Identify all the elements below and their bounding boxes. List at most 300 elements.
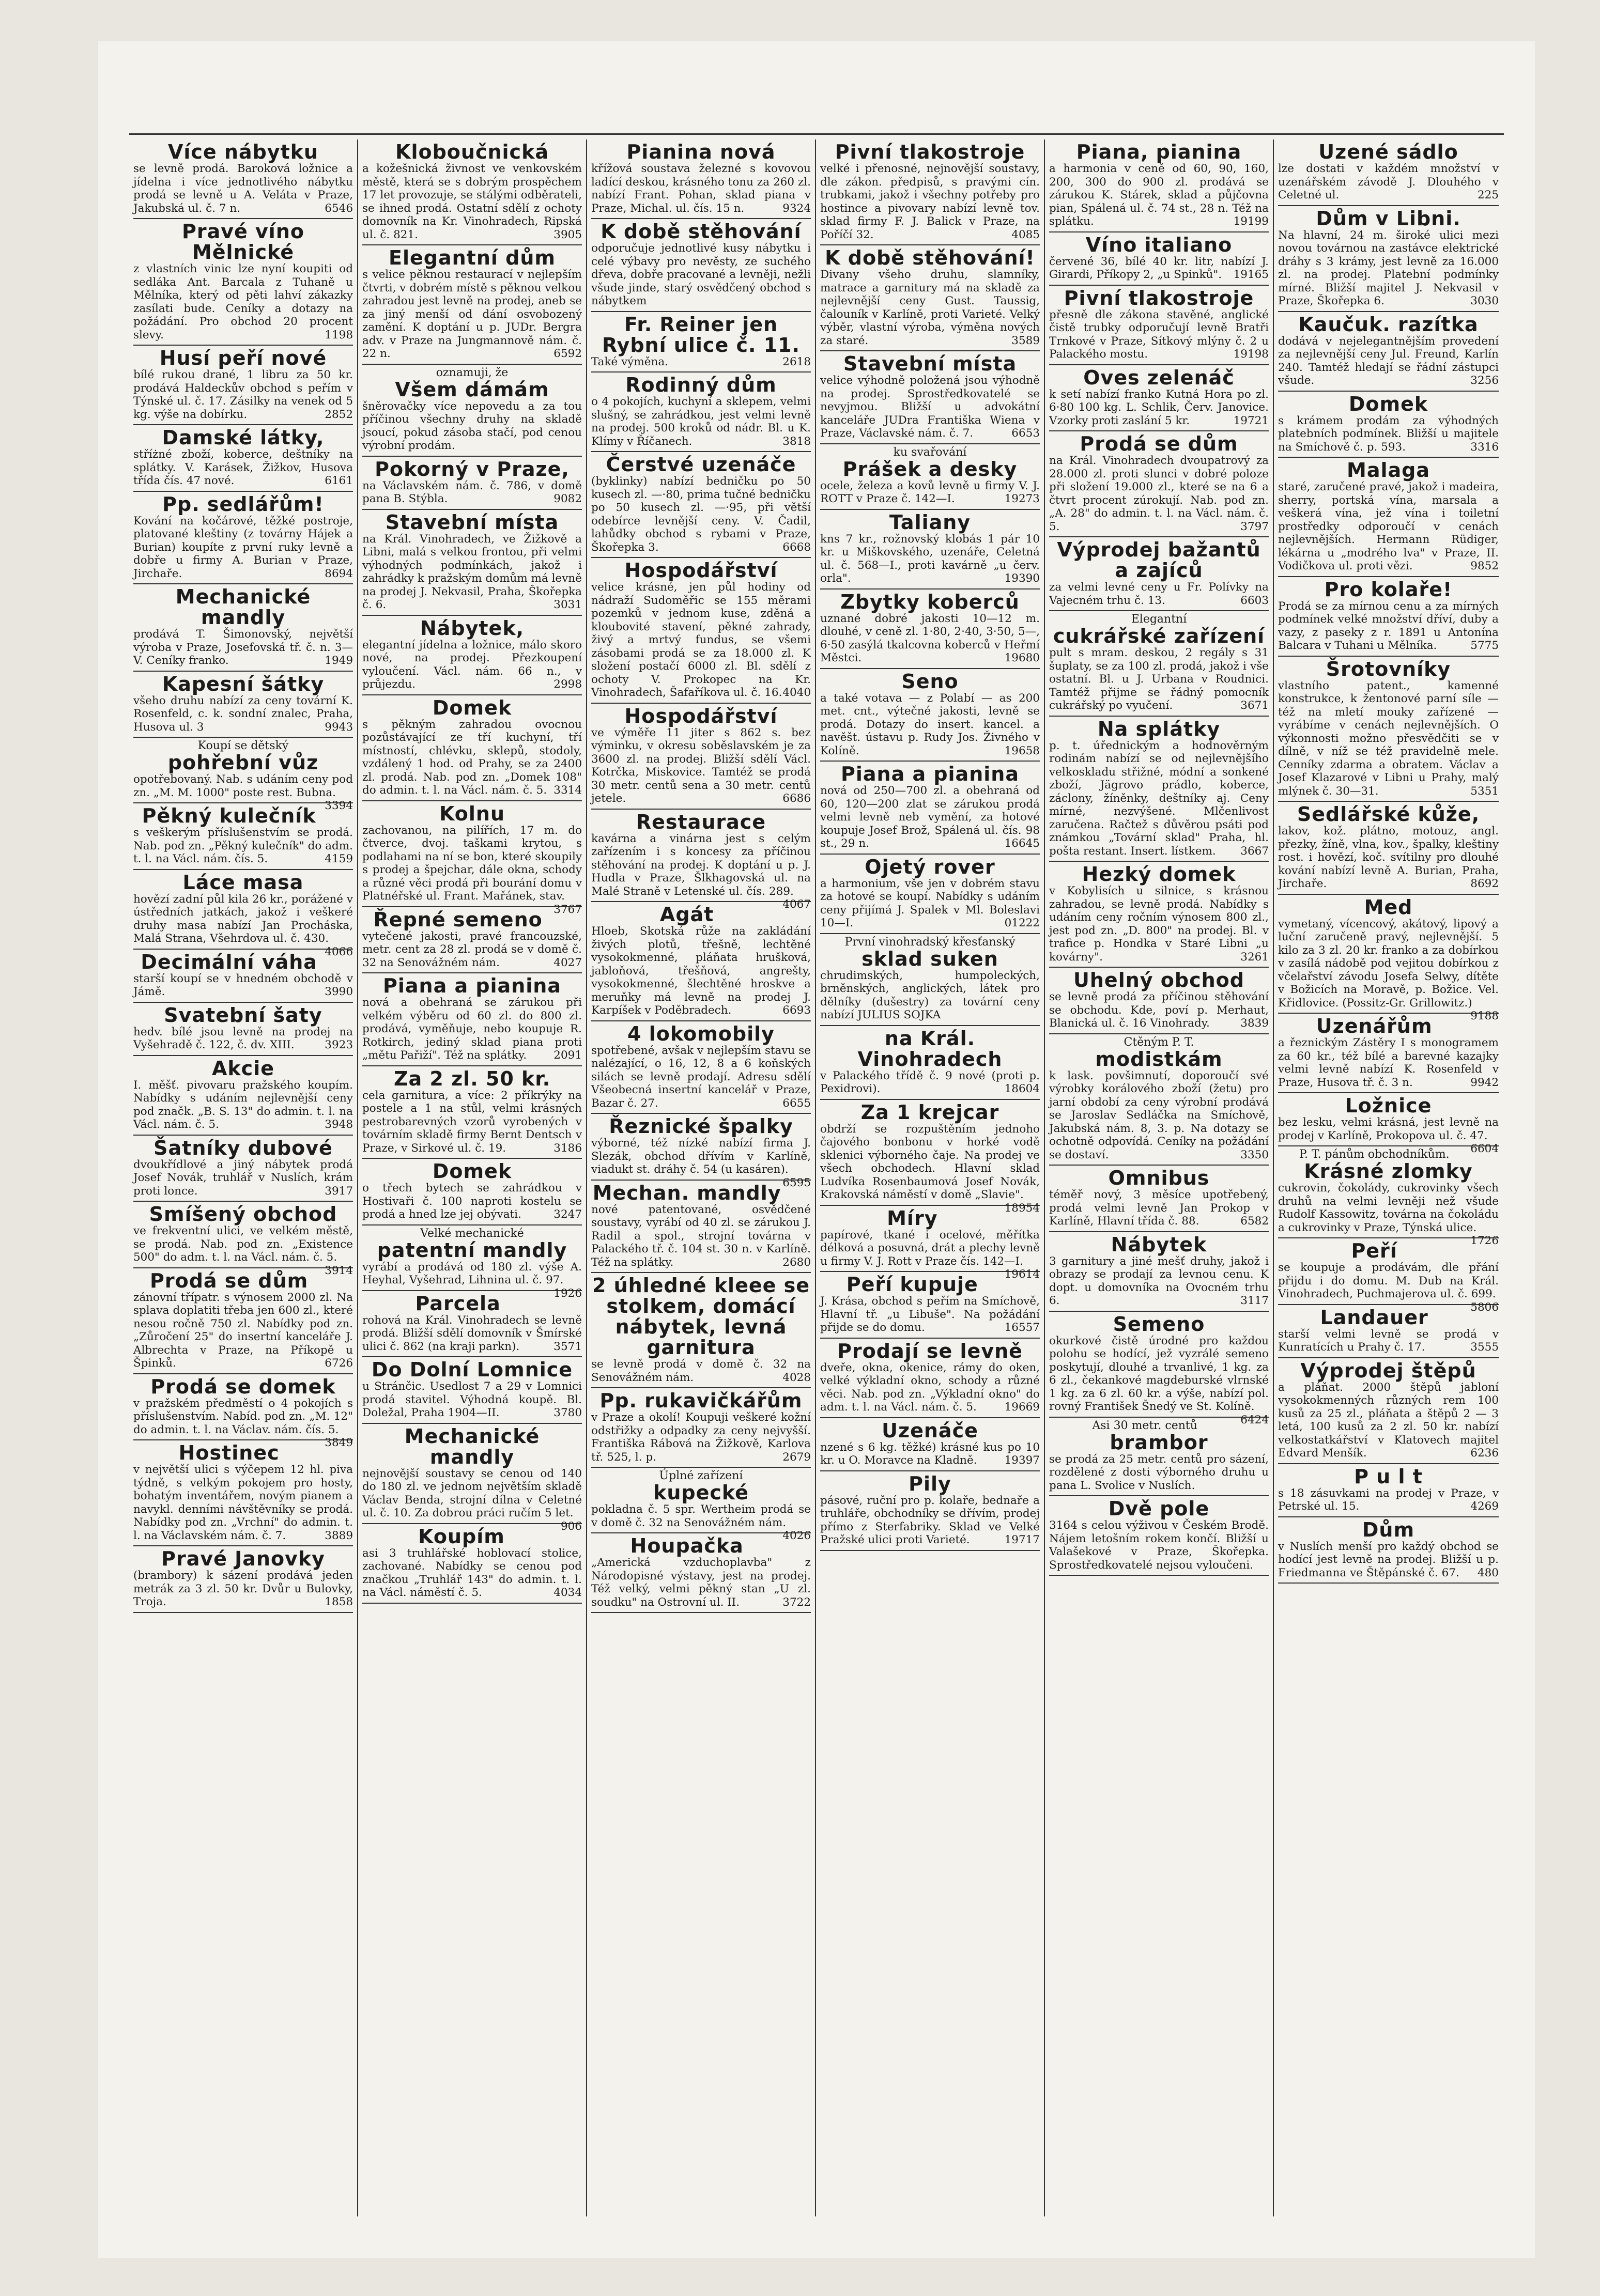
ad-body <box>362 162 582 241</box>
ad-number: 9188 <box>1470 1010 1499 1022</box>
ad-text: nzené s 6 kg. těžké) krásné kus po 10 kr. u O. Moravce na Kladně. <box>820 1440 1040 1467</box>
ad-heading: Domek <box>432 696 512 719</box>
ad-text: hovězí zadní půl kila 26 kr., porážené v ústředních jatkách, jakož i veškeré druhy masa nabízí Jan Procháska, Malá Strana, Všehrdova ul. č. 430. <box>133 892 353 945</box>
ad-heading: Agát <box>659 903 714 926</box>
ad-heading: Hezký domek <box>1082 863 1236 886</box>
ad-text: na Král. Vinohradech dvoupatrový za 28.000 zl. proti slunci v dobré poloze při složení 19.000 zl., které se na 6 a čtvrt procent zúrokují. Nab. pod zn. „A. 28" do admin. t. l. na Václ. nám. č. 5. <box>1049 454 1269 533</box>
ad-number: 8694 <box>325 567 353 580</box>
ad-body <box>1049 1519 1269 1572</box>
ad-heading: Uzenáče <box>882 1419 978 1442</box>
classified-ad <box>820 510 1040 589</box>
ad-number: 18604 <box>1004 1082 1040 1095</box>
ad-number: 19198 <box>1233 348 1269 361</box>
ad-text: bílé rukou drané, 1 libru za 50 kr. prodává Haldeckův obchod s peřím v Týnské ul. č. 17. Zásilky na venek od 5 kg. výše na dobírku. <box>133 368 353 421</box>
classified-ad <box>1278 1358 1499 1464</box>
ad-body <box>133 368 353 421</box>
ad-number: 6604 <box>1470 1142 1499 1155</box>
ad-number: 5806 <box>1470 1300 1499 1314</box>
ad-body <box>362 824 582 916</box>
ad-text: v Nuslích menší pro každý obchod se hodící jest levně na prodej. Bližší u p. Friedmanna ve Štěpánské č. 67. <box>1278 1540 1499 1579</box>
classified-ad <box>133 425 353 492</box>
ad-heading: Piana, pianina <box>1076 141 1242 163</box>
ad-text: okurkové čistě úrodné pro každou polohu se hodící, jež vyzrálé semeno poskytují, dlouhé a trvanlivé, 1 kg. za 6 zl., čekankové magdeburské vlrnské 1 kg. za 6 zl. 60 kr. a výše, nabízí pol. rovný František Šnedý ve St. Kolíně. <box>1049 1334 1269 1413</box>
ad-body <box>1278 162 1499 202</box>
ad-text: se levně prodá za příčinou stěhování se obchodu. Kde, poví p. Merhaut, Blanická ul. č. 16 Vinohrady. <box>1049 990 1269 1030</box>
classified-ad <box>591 219 811 312</box>
classified-ad <box>362 1291 582 1358</box>
ad-heading: Houpačka <box>630 1534 744 1557</box>
classified-ad <box>362 1524 582 1604</box>
classified-ad <box>591 139 811 219</box>
classified-ad <box>133 738 353 812</box>
ad-number: 6595 <box>782 1176 811 1189</box>
ad-body <box>1049 162 1269 228</box>
classified-ad <box>591 312 811 373</box>
ad-heading: Taliany <box>889 510 971 534</box>
ad-body <box>362 639 582 691</box>
ad-text: Hloeb, Skotská růže na zakládání živých plotů, třešně, lechtěné vysokokmenné, pláňata hrušková, jabloňová, třešňová, angrešty, vysokokmenné, šlechtěné hroskve a meruňky má levně na prodej J. Karpíšek v Poděbradech. <box>591 925 811 1017</box>
ad-text: kns 7 kr., rožnovský klobás 1 pár 10 kr. u Miškovského, uzenáře, Celetná ul. č. 568—I., proti kavárně „u červ. orla". <box>820 532 1040 585</box>
ad-heading: Pravé Janovky <box>161 1547 325 1570</box>
ad-number: 3030 <box>1470 294 1499 307</box>
ad-number: 4026 <box>782 1529 811 1542</box>
ad-text: ve frekventní ulici, ve velkém městě, se prodá. Nab. pod zn. „Existence 500" do adm. t. l. na Václ. nám. č. 5. <box>133 1224 353 1264</box>
ad-body <box>1049 1188 1269 1228</box>
classified-ad <box>1049 365 1269 432</box>
ad-text: dodává v nejelegantnějším provedení za nejlevnější ceny Jul. Freund, Karlín 240. Tamtéž hledají se řádní zástupci všude. <box>1278 334 1499 387</box>
ad-heading: Piana a pianina <box>383 974 561 997</box>
classified-ad <box>1049 968 1269 1034</box>
classified-ad <box>1049 1496 1269 1576</box>
ad-text: křížová soustava železné s kovovou ladící deskou, krásného tonu za 260 zl. nabízí Frant. Pohan, sklad piana v Praze, Michal. ul. čís. 15 n. <box>591 162 811 215</box>
ad-body <box>1278 229 1499 308</box>
ad-body <box>820 479 1040 506</box>
ad-body <box>362 400 582 453</box>
classified-ad <box>1278 802 1499 895</box>
ad-body <box>1278 1487 1499 1513</box>
ad-heading: Prodá se domek <box>150 1375 336 1398</box>
classified-ad <box>1278 895 1499 1022</box>
ad-body <box>1049 581 1269 607</box>
ad-body <box>591 242 811 308</box>
ad-heading: Prášek a desky <box>842 457 1018 480</box>
classified-columns <box>129 139 1504 2216</box>
classified-ad <box>1049 717 1269 862</box>
classified-ad <box>362 245 582 365</box>
ad-number: 6592 <box>553 347 582 360</box>
ad-body <box>1278 480 1499 573</box>
classified-ad <box>362 365 582 457</box>
classified-ad <box>133 803 353 870</box>
ad-body <box>362 1314 582 1354</box>
ad-subheading: Úplné zařízení <box>659 1469 743 1482</box>
ad-text: Kování na kočárové, těžké postroje, platované kleštiny (z továrny Hájek a Burian) koupíte z první ruky levně a dobře u firmy A. Burian v Praze, Jirchaře. <box>133 514 353 580</box>
ad-number: 1949 <box>325 654 353 667</box>
ad-body <box>133 628 353 668</box>
ad-text: s veškerým příslušenstvím se prodá. Nab. pod zn. „Pěkný kulečník" do adm. t. l. na Václ. nám. čís. 5. <box>133 826 353 865</box>
ad-body <box>1049 885 1269 964</box>
ad-number: 5775 <box>1470 639 1499 652</box>
ad-heading: Husí peří nové <box>159 347 327 369</box>
ad-heading: Fr. Reiner jen Rybní ulice č. 11. <box>602 313 800 356</box>
ad-text: za velmi levné ceny u Fr. Polívky na Vajecném trhu č. 13. <box>1049 581 1269 607</box>
ad-heading: Koupím <box>418 1525 505 1548</box>
ad-text: stříżné zboží, koberce, deštníky na splátky. V. Karásek, Žižkov, Husova třída čís. 47 nové. <box>133 448 353 487</box>
ad-number: 3948 <box>325 1118 353 1131</box>
classified-ad <box>820 669 1040 762</box>
ad-text: starší koupí se v hnedném obchodě v Jámě. <box>133 972 353 998</box>
ad-heading: Čerstvé uzenáče <box>606 453 796 476</box>
ad-body <box>591 925 811 1017</box>
ad-body <box>133 1158 353 1198</box>
ad-body <box>362 1089 582 1155</box>
ad-number: 9943 <box>325 720 353 734</box>
ad-number: 4159 <box>325 852 353 865</box>
ad-body <box>1049 308 1269 361</box>
classified-ad <box>133 584 353 672</box>
ad-text: 3 garnitury a jiné mešť druhy, jakož i obrazy se prodají za levnou cenu. K dopt. u domovníka na Ovocném trhu 6. <box>1049 1254 1269 1307</box>
ad-heading: K době stěhování! <box>825 246 1035 269</box>
ad-text: se levně prodá v domě č. 32 na Senovážném nám. <box>591 1358 811 1384</box>
ad-heading: brambor <box>1110 1431 1208 1454</box>
ad-body <box>591 475 811 554</box>
ad-number: 3671 <box>1240 699 1269 712</box>
ad-number: 9324 <box>782 201 811 215</box>
column-3 <box>587 139 816 2216</box>
ad-text: s krámem prodám za výhodných platebních podmínek. Bližší u majitele na Smíchově č. p. 593. <box>1278 414 1499 454</box>
ad-heading: Uzenářům <box>1316 1015 1433 1037</box>
ad-number: 19273 <box>1004 492 1040 505</box>
ad-body <box>820 268 1040 347</box>
classified-ad <box>133 1546 353 1613</box>
classified-ad <box>1049 1166 1269 1232</box>
ad-text: se levně prodá. Baroková ložnice a jídelna i více jednotlivého nábytku prodá se levně u A. Veláta v Praze, Jakubská ul. č. 7 n. <box>133 162 353 215</box>
ad-text: nová a obehraná se zárukou při velkém výběru od 60 zl. do 800 zl. prodává, vyměňuje, nebo koupuje R. Rotkirch, jediný sklad piana proti „mětu Pařiží". Též na splátky. <box>362 996 582 1062</box>
classified-ad <box>362 907 582 974</box>
ad-body <box>820 1441 1040 1467</box>
classified-ad <box>362 973 582 1066</box>
ad-number: 3917 <box>325 1184 353 1198</box>
classified-ad <box>362 139 582 245</box>
classified-ad <box>1278 1014 1499 1093</box>
ad-number: 6161 <box>325 474 353 487</box>
ad-heading: patentní mandly <box>377 1238 567 1262</box>
ad-number: 5351 <box>1470 784 1499 798</box>
classified-ad <box>820 589 1040 669</box>
ad-number: 4040 <box>782 686 811 699</box>
classified-ad <box>820 762 1040 855</box>
classified-ad <box>820 444 1040 510</box>
ad-text: lakov, kož. plátno, motouz, angl. přezky, žíně, vlna, kov., špalky, kleštiny rost. i hovězí, koč. svítilny pro dlouhé kování nabízí levně A. Burian, Praha, Jirchaře. <box>1278 825 1499 890</box>
ad-number: 1926 <box>553 1286 582 1300</box>
ad-heading: Pily <box>909 1472 951 1495</box>
ad-heading: Řeznické špalky <box>609 1115 793 1138</box>
ad-body <box>591 1556 811 1609</box>
ad-number: 3797 <box>1240 520 1269 533</box>
classified-ad <box>362 801 582 916</box>
classified-ad <box>591 1273 811 1388</box>
ad-number: 3117 <box>1240 1294 1269 1307</box>
ad-body <box>591 726 811 805</box>
ad-body <box>1049 1069 1269 1162</box>
ad-body <box>1278 1540 1499 1580</box>
classified-ad <box>1278 1238 1499 1314</box>
ad-text: s pěkným zahradou ovocnou pozůstávající ze tří kuchyní, tří místností, chlévku, sklepů, stodoly, vzdálený 1 hod. od Prahy, se za 2400 zl. prodá. Nab. pod zn. „Domek 108" do admin. t. l. na Václ. nám. č. 5. <box>362 718 582 797</box>
ad-text: cukrovin, čokolády, cukrovinky všech druhů na velmi levněji než všude Rudolf Kassowitz, továrna na čokoládu a cukrovinky v Praze, Týnská ulice. <box>1278 1182 1499 1234</box>
classified-ad <box>591 1388 811 1468</box>
ad-body <box>820 1069 1040 1096</box>
ad-number: 3849 <box>325 1436 353 1449</box>
ad-number: 6424 <box>1240 1413 1269 1426</box>
classified-ad <box>362 1357 582 1424</box>
ad-text: papírové, tkané i ocelové, měřítka délková a posuvná, drát a plechy levně u firmy V. J. Rott v Praze čís. 142—I. <box>820 1228 1040 1268</box>
ad-body <box>1049 739 1269 858</box>
ad-number: 16557 <box>1004 1321 1040 1334</box>
ad-heading: Nábytek, <box>420 616 525 640</box>
ad-number: 3767 <box>553 903 582 916</box>
classified-ad <box>1278 1517 1499 1584</box>
ad-number: 2852 <box>325 408 353 421</box>
ad-number: 6668 <box>782 540 811 554</box>
classified-ad <box>1278 657 1499 802</box>
ad-body <box>820 692 1040 758</box>
ad-text: dveře, okna, okenice, rámy do oken, velké výkladní okno, schody a různé věci. Nab. pod zn. „Výkladní okno" do adm. t. l. na Václ. nám. č. 5. <box>820 1361 1040 1414</box>
ad-heading: Uhelný obchod <box>1073 969 1244 991</box>
ad-heading: Víno italiano <box>1085 233 1233 256</box>
ad-number: 3314 <box>553 784 582 797</box>
ad-text: přesně dle zákona stavěné, anglické čistě trubky odporučují levně Bratři Trnkové v Praze, Sítkový mlýny č. 2 u Palackého mostu. <box>1049 308 1269 361</box>
ad-body <box>820 1361 1040 1414</box>
ad-text: uznané dobré jakosti 10—12 m. dlouhé, v ceně zl. 1·80, 2·40, 3·50, 5—, 6·50 zasýlá tkalcovna koberců v Heřmí Městci. <box>820 612 1040 664</box>
ad-number: 19680 <box>1004 651 1040 664</box>
ad-number: 4269 <box>1470 1500 1499 1513</box>
classified-ad <box>820 1418 1040 1471</box>
ad-text: výborné, též nízké nabízí firma J. Slezák, obchod dřívím v Karlíně, viadukt st. dráhy č. 54 (u kasáren). <box>591 1137 811 1176</box>
ad-text: na Král. Vinohradech, ve Žižkově a Libni, malá s velkou frontou, při velmi výhodných podmínkách, jakož i zahrádky k pražským domům má levně na prodej J. Nekvasil, Praha, Škořepka č. 6. <box>362 532 582 611</box>
ad-subheading: oznamuji, že <box>436 366 509 379</box>
ad-heading: Výprodej štěpů <box>1300 1359 1476 1382</box>
ad-number: 2679 <box>782 1450 811 1464</box>
ad-text: I. měšť. pivovaru pražského koupím. Nabídky s udáním nejlevnější ceny pod značk. „B. S. 13" do admin. t. l. na Václ. nám. č. 5. <box>133 1078 353 1131</box>
classified-ad <box>820 1339 1040 1418</box>
ad-text: prodává T. Šimonovský, největší výroba v Praze, Josefovská tř. č. n. 3—V. Ceníky franko. <box>133 628 353 667</box>
classified-ad <box>133 219 353 346</box>
ad-body <box>1278 335 1499 387</box>
ad-text: u Stránčic. Usedlost 7 a 29 v Lomnici prodá stavitel. Výhodná koupě. Bl. Doležal, Praha 1904—II. <box>362 1380 582 1419</box>
ad-heading: Láce masa <box>182 871 304 894</box>
ad-text: červené 36, bílé 40 kr. litr, nabízí J. Girardi, Příkopy 2, „u Spinků". <box>1049 255 1269 281</box>
classified-ad <box>133 1136 353 1202</box>
ad-number: 4028 <box>782 1371 811 1384</box>
ad-number: 19614 <box>1004 1268 1040 1281</box>
ad-heading: Stavební místa <box>385 510 559 534</box>
ad-body <box>133 972 353 999</box>
ad-text: chrudimských, humpoleckých, brněnských, anglických, látek pro dělníky (dušestry) za tovární ceny nabízí JULIUS SOJKA <box>820 969 1040 1021</box>
ad-text: vyrábí a prodává od 180 zl. výše A. Heyhal, Vyšehrad, Lihnina ul. č. 97. <box>362 1260 582 1286</box>
ad-number: 3839 <box>1240 1017 1269 1030</box>
classified-ad <box>362 510 582 616</box>
classified-ad <box>591 902 811 1021</box>
ad-number: 2091 <box>553 1049 582 1062</box>
ad-subheading: Ctěným P. T. <box>1124 1035 1194 1049</box>
ad-heading: Prodá se dům <box>1080 432 1238 455</box>
ad-body <box>591 832 811 911</box>
classified-ad <box>820 1206 1040 1281</box>
ad-body <box>820 1228 1040 1281</box>
ad-number: 9082 <box>553 492 582 505</box>
ad-body <box>362 718 582 797</box>
classified-ad <box>820 351 1040 444</box>
ad-heading: Pěkný kulečník <box>142 804 316 827</box>
ad-heading: Elegantní dům <box>389 246 556 269</box>
ad-number: 3031 <box>553 598 582 611</box>
ad-heading: Rodinný dům <box>625 374 777 396</box>
column-4 <box>816 139 1045 2216</box>
ad-heading: Prodá se dům <box>150 1269 309 1292</box>
ad-text: s velice pěknou restaurací v nejlepším čtvrti, v dobrém místě s pěknou velkou zahradou jest levně na prodej, aneb se za jiný menší od dání osvobozený zamění. K doptání u p. JUDr. Bergra adv. v Praze na Jungmannově nám. č. 22 n. <box>362 268 582 360</box>
ad-body <box>1049 454 1269 533</box>
ad-number: 6726 <box>325 1357 353 1370</box>
classified-ad <box>1278 1464 1499 1517</box>
ad-text: odporučuje jednotlivé kusy nábytku i celé výbavy pro nevěsty, ze suchého dřeva, dobře pracované a levněji, nežli všude jinde, starý osvědčený obchod s nábytkem <box>591 242 811 307</box>
ad-body <box>133 1463 353 1542</box>
ad-subheading: Asi 30 metr. centů <box>1092 1419 1197 1432</box>
ad-heading: Svatební šaty <box>164 1003 322 1027</box>
ad-body <box>362 930 582 970</box>
classified-ad <box>1278 312 1499 392</box>
ad-number: 3261 <box>1240 950 1269 964</box>
ad-heading: Na splátky <box>1097 717 1221 740</box>
ad-body <box>133 826 353 866</box>
ad-text: v největší ulici s výčepem 12 hl. piva týdně, s velkým pokojem pro hosty, bohatým inventářem, novým pianem a navykl. denními návštěvníky se prodá. Nabídky pod zn. „Vrchní" do admin. t. l. na Václavském nám. č. 7. <box>133 1463 353 1542</box>
ad-body <box>1049 646 1269 712</box>
classified-ad <box>820 1471 1040 1551</box>
ad-text: v pražském předměstí o 4 pokojích s příslušenstvím. Nabíd. pod zn. „M. 12" do admin. t. l. na Václav. nám. čís. 5. <box>133 1397 353 1436</box>
ad-body <box>820 612 1040 665</box>
ad-body <box>820 1122 1040 1215</box>
ad-number: 9852 <box>1470 560 1499 572</box>
ad-text: v Kobylisích u silnice, s krásnou zahradou, se levně prodá. Nabídky s udáním ceny ročním výnosem 800 zl., jest pod zn. „D. 800" na prodej. Bl. v trafice p. Hondka v Staré Libni „u kovárny". <box>1049 885 1269 964</box>
ad-number: 8692 <box>1470 877 1499 890</box>
classified-ad <box>591 1181 811 1274</box>
ad-number: 6603 <box>1240 594 1269 607</box>
classified-ad <box>1049 537 1269 611</box>
ad-body <box>1278 600 1499 653</box>
classified-ad <box>133 1056 353 1136</box>
ad-heading: Pokorný v Praze, <box>375 457 570 480</box>
classified-ad <box>133 672 353 738</box>
ad-number: 1198 <box>325 328 353 342</box>
ad-text: velké i přenosné, nejnovější soustavy, dle zákon. předpisů, s pravými cín. trubkami, jakož i všechny potřeby pro hostince a pivovary nabízí levně tov. sklad firmy F. J. Balick v Praze, na Poříčí 32. <box>820 162 1040 241</box>
ad-heading: Peří kupuje <box>846 1273 978 1296</box>
ad-text: dvoukřídlové a jiný nábytek prodá Josef Novák, truhlář v Nuslích, krám proti lonce. <box>133 1158 353 1198</box>
ad-heading: Řepné semeno <box>373 908 543 931</box>
ad-text: Také výměna. <box>591 355 668 368</box>
ad-number: 19721 <box>1233 414 1269 427</box>
ad-body <box>133 1291 353 1370</box>
ad-body <box>133 694 353 734</box>
classified-ad <box>362 616 582 695</box>
ad-body <box>820 374 1040 440</box>
ad-text: pokladna č. 5 spr. Wertheim prodá se v domě č. 32 na Senovážném nám. <box>591 1503 811 1529</box>
ad-heading: Nábytek <box>1111 1233 1207 1256</box>
ad-text: se koupuje a prodávám, dle přání přijdu i do domu. M. Dub na Král. Vinohradech, Puchmajerova ul. č. 699. <box>1278 1261 1499 1300</box>
ad-heading: pohřební vůz <box>167 751 319 774</box>
classified-ad <box>1049 1034 1269 1166</box>
ad-number: 19658 <box>1004 744 1040 757</box>
ad-number: 3905 <box>553 228 582 241</box>
ad-text: z vlastních vinic lze nyní koupiti od sedláka Ant. Barcala z Tuhaně u Mělníka, který od pěti lahví zákazky zasílati bude. Ceníky a dotazy na požádání. Pro obchod 20 procent slevy. <box>133 262 353 342</box>
classified-ad <box>1278 1146 1499 1247</box>
ad-body <box>362 268 582 361</box>
ad-heading: kupecké <box>653 1481 749 1504</box>
ad-number: 480 <box>1477 1566 1499 1579</box>
classified-ad <box>362 1225 582 1300</box>
ad-heading: Piana a pianina <box>841 763 1019 785</box>
ad-number: 6693 <box>782 1004 811 1017</box>
ad-number: 4027 <box>553 956 582 969</box>
ad-number: 1726 <box>1470 1234 1499 1247</box>
ad-number: 6582 <box>1240 1215 1269 1228</box>
ad-number: 4066 <box>325 945 353 958</box>
ad-heading: Uzené sádlo <box>1318 141 1458 163</box>
ad-text: hedv. bílé jsou levně na prodej na Vyšehradě č. 122, č. dv. XIII. <box>133 1025 353 1051</box>
ad-body <box>133 892 353 958</box>
ad-body <box>820 533 1040 585</box>
header-rule <box>129 133 1504 135</box>
ad-number: 3914 <box>325 1264 353 1277</box>
classified-ad <box>1049 286 1269 365</box>
ad-number: 6653 <box>1011 427 1040 440</box>
ad-heading: P u l t <box>1354 1465 1423 1488</box>
classified-ad <box>591 1021 811 1114</box>
ad-body <box>362 1380 582 1420</box>
ad-heading: Pp. rukavičkářům <box>599 1389 803 1412</box>
ad-heading: Restaurace <box>636 810 766 833</box>
ad-subheading: ku svařování <box>893 445 967 459</box>
ad-text: J. Krása, obchod s peřím na Smíchově, Hlavní tř. „u Libuše". Na požádání přijde se do domu. <box>820 1295 1040 1334</box>
ad-body <box>1049 388 1269 428</box>
ad-number: 6686 <box>782 792 811 805</box>
ad-number: 19165 <box>1233 268 1269 281</box>
ad-text: zánovní třípatr. s výnosem 2000 zl. Na splava doplatiti třeba jen 600 zl., které nesou ročně 750 zl. Nabídky pod zn. „Zůročení 25" do insertní kanceláře J. Albrechta v Praze, na Příkopě u Špinků. <box>133 1291 353 1370</box>
ad-number: 3247 <box>553 1208 582 1221</box>
classified-ad <box>133 870 353 958</box>
ad-heading: Ložnice <box>1345 1094 1432 1117</box>
ad-heading: Smíšený obchod <box>149 1203 337 1225</box>
ad-text: o třech bytech se zahrádkou v Hostivaři č. 100 naproti kostelu se prodá a hned lze jej obývati. <box>362 1182 582 1221</box>
classified-ad <box>1049 232 1269 286</box>
ad-body <box>362 533 582 612</box>
classified-ad <box>591 810 811 911</box>
ad-body <box>591 395 811 448</box>
ad-heading: Domek <box>1348 392 1428 415</box>
ad-body <box>1049 255 1269 282</box>
ad-number: 4067 <box>782 898 811 911</box>
ad-heading: Med <box>1364 895 1413 919</box>
ad-body <box>820 1295 1040 1335</box>
ad-number: 19717 <box>1004 1533 1040 1546</box>
ad-text: pult s mram. deskou, 2 regály s 31 šuplaty, se za 100 zl. prodá, jakož i vše ostatní. Bl. u J. Urbana v Roudnici. Tamtéž přijme se řádný pomocník cukrářský po vyučení. <box>1049 646 1269 712</box>
classified-ad <box>1278 577 1499 657</box>
classified-ad <box>1049 1232 1269 1312</box>
ad-body <box>1278 917 1499 1022</box>
classified-ad <box>133 1374 353 1449</box>
ad-heading: Do Dolní Lomnice <box>371 1358 573 1381</box>
ad-body <box>133 515 353 581</box>
classified-ad <box>1278 392 1499 458</box>
ad-number: 2618 <box>782 355 811 368</box>
